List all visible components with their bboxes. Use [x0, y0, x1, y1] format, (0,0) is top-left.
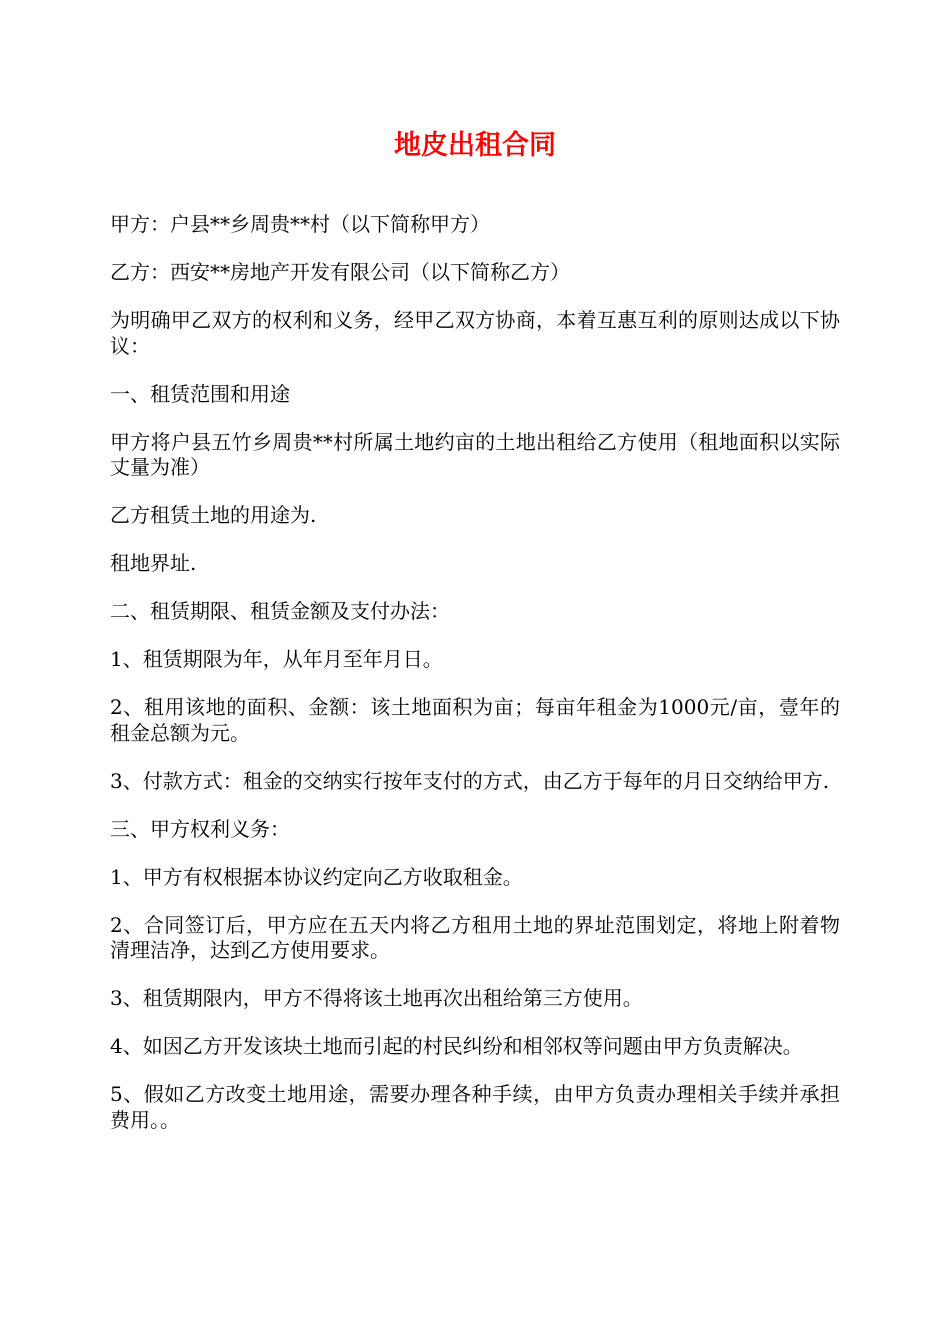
clause-paragraph: 3、租赁期限内，甲方不得将该土地再次出租给第三方使用。 [110, 986, 643, 1010]
clause-paragraph: 5、假如乙方改变土地用途，需要办理各种手续，由甲方负责办理相关手续并承担费用。。 [110, 1082, 840, 1132]
section-heading-3: 三、甲方权利义务： [110, 816, 290, 841]
section-heading-1: 一、租赁范围和用途 [110, 381, 290, 406]
body-paragraph: 租地界址. [110, 551, 197, 575]
clause-paragraph: 3、付款方式：租金的交纳实行按年支付的方式，由乙方于每年的月日交纳给甲方. [110, 768, 830, 793]
document-title: 地皮出租合同 [394, 130, 556, 161]
preamble-paragraph: 为明确甲乙双方的权利和义务，经甲乙双方协商，本着互惠互利的原则达成以下协议： [110, 308, 840, 358]
document-body [110, 212, 840, 1156]
party-a-paragraph: 甲方：户县**乡周贵**村（以下简称甲方） [110, 212, 490, 236]
clause-paragraph: 1、租赁期限为年，从年月至年月日。 [110, 647, 443, 671]
body-paragraph: 甲方将户县五竹乡周贵**村所属土地约亩的土地出租给乙方使用（租地面积以实际丈量为准） [110, 429, 840, 479]
clause-paragraph: 1、甲方有权根据本协议约定向乙方收取租金。 [110, 864, 523, 889]
clause-paragraph: 2、合同签订后，甲方应在五天内将乙方租用土地的界址范围划定，将地上附着物清理洁净，达到乙方使用要求。 [110, 912, 840, 962]
clause-paragraph: 4、如因乙方开发该块土地而引起的村民纠纷和相邻权等问题由甲方负责解决。 [110, 1034, 803, 1058]
clause-paragraph: 2、租用该地的面积、金额：该土地面积为亩；每亩年租金为1000元/亩，壹年的租金总额为元。 [110, 695, 840, 745]
party-b-paragraph: 乙方：西安**房地产开发有限公司（以下简称乙方） [110, 260, 570, 284]
body-paragraph: 乙方租赁土地的用途为. [110, 503, 317, 527]
section-heading-2: 二、租赁期限、租赁金额及支付办法： [110, 599, 450, 623]
